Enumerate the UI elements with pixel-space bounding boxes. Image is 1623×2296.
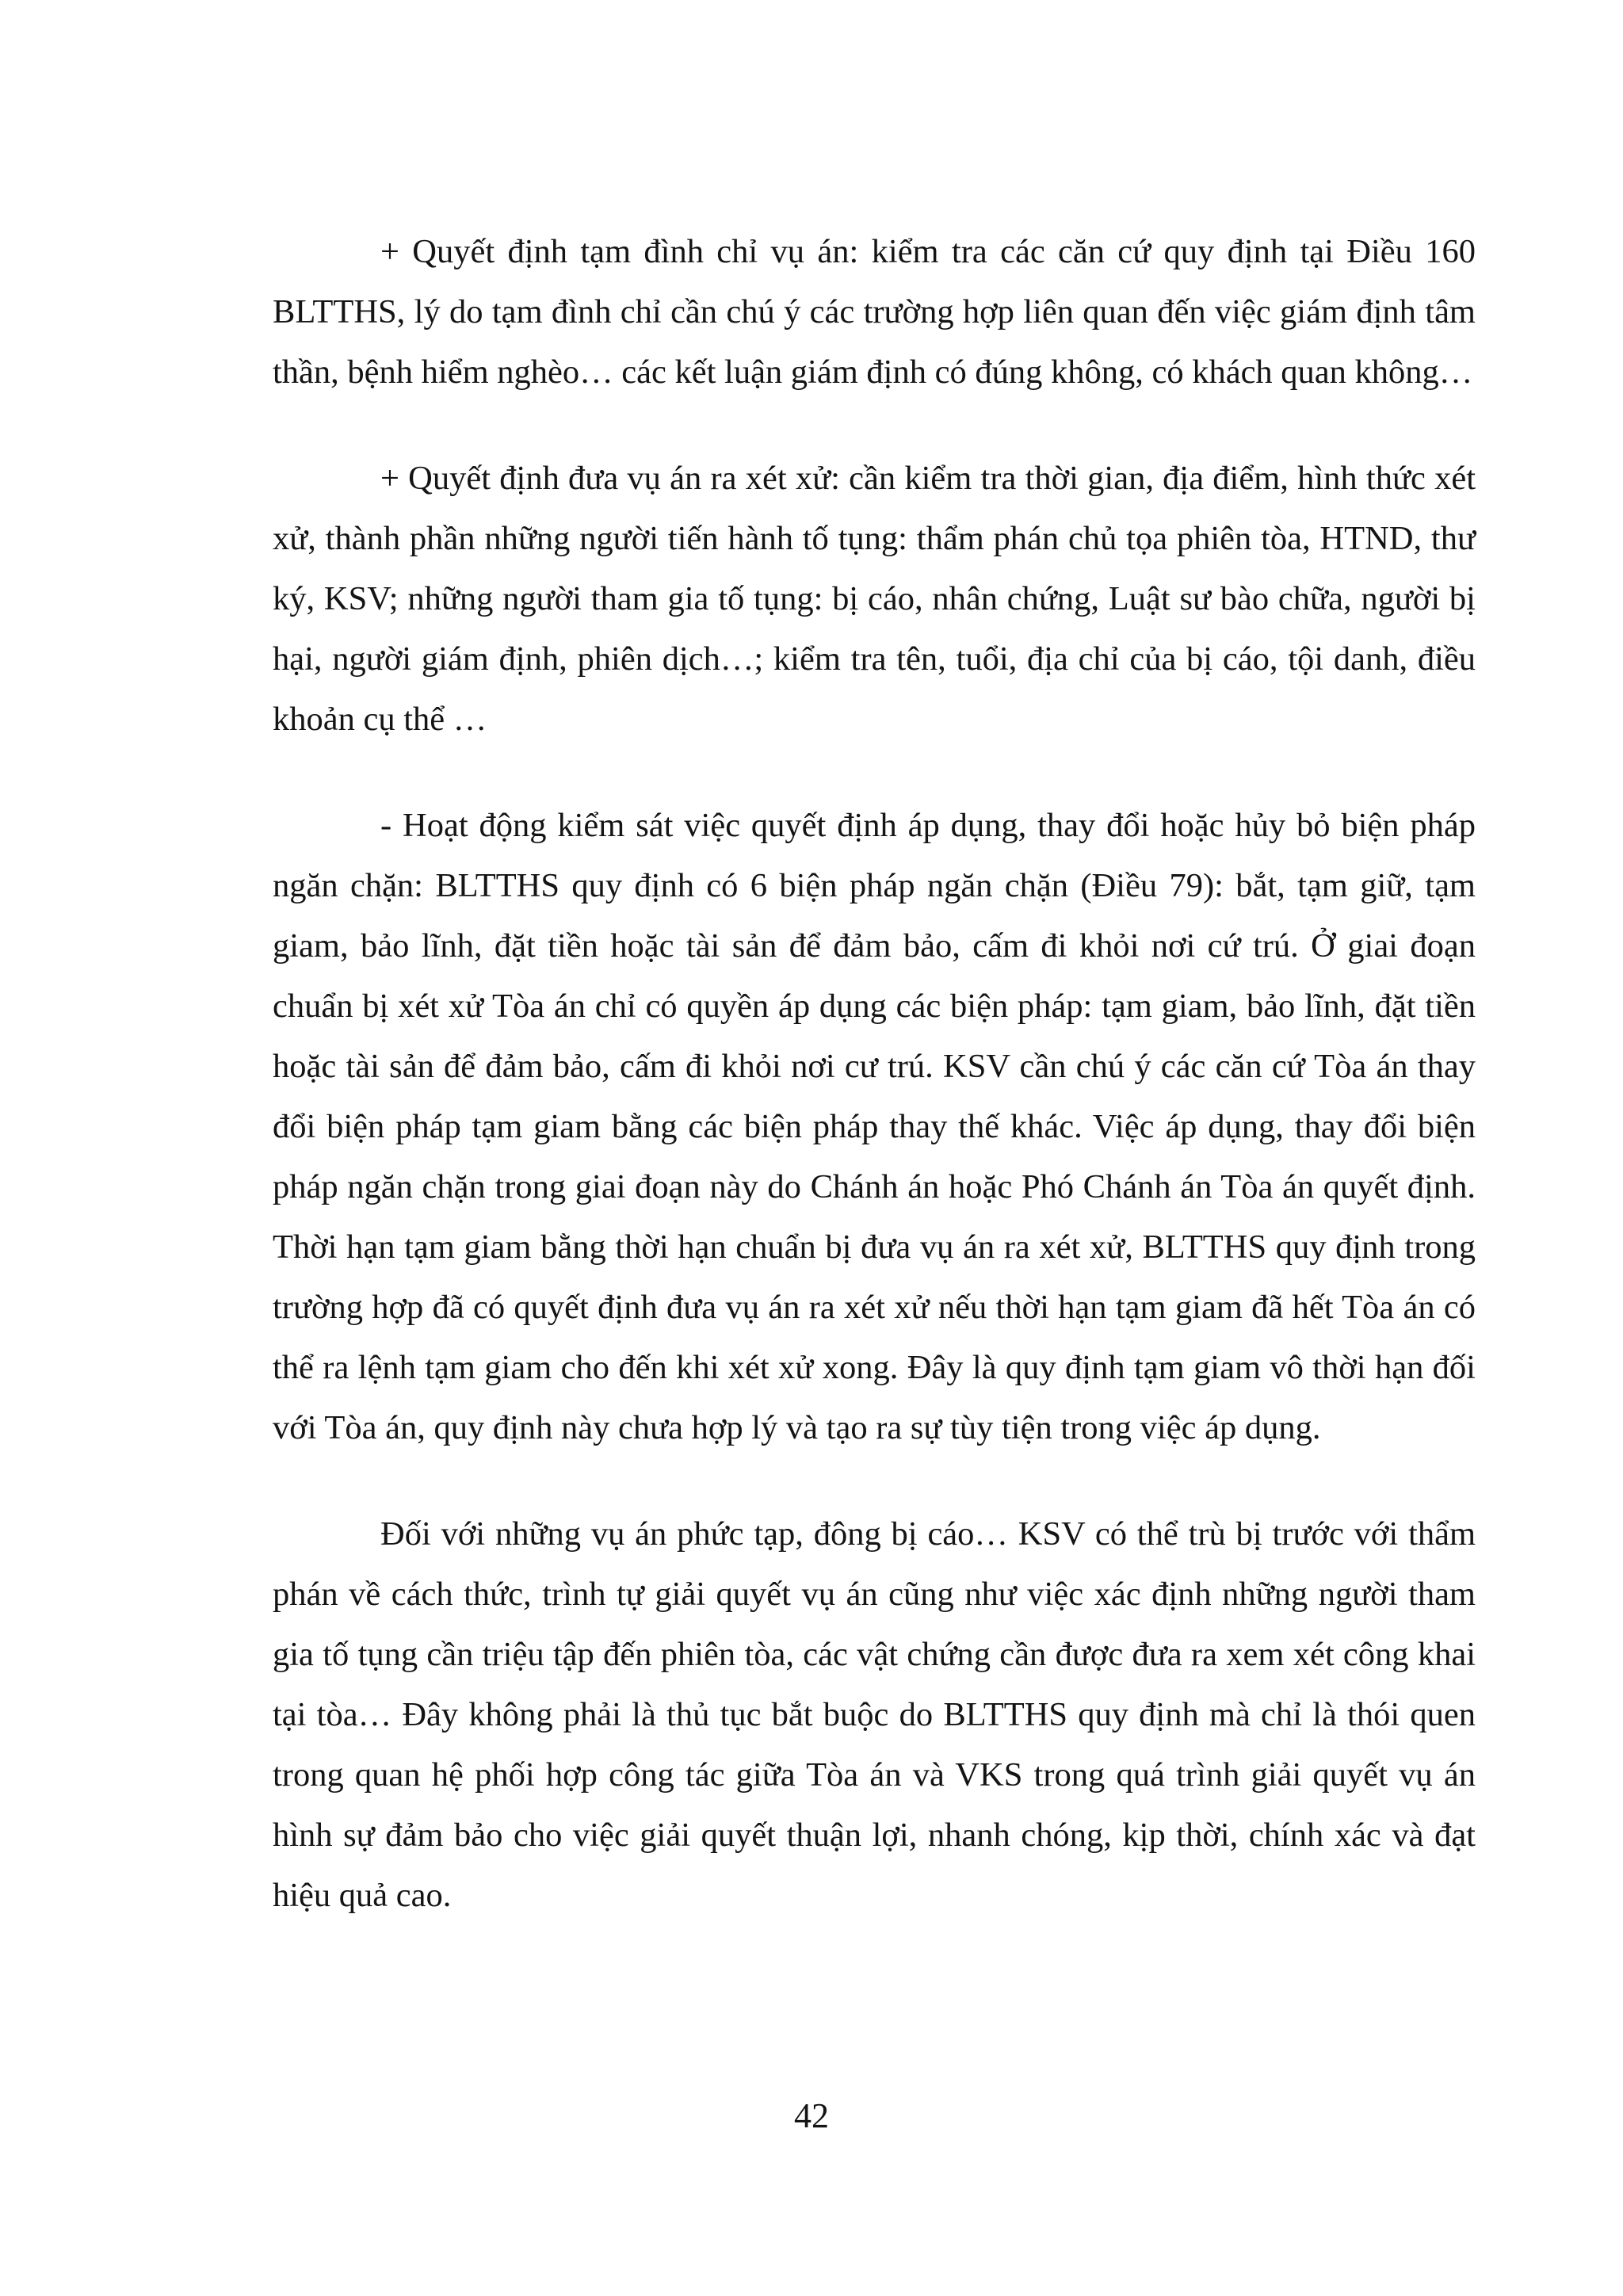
paragraph-complex-cases: Đối với những vụ án phức tạp, đông bị cáo… KSV có thể trù bị trước với thẩm phán về cách thức, trình tự giải quyết vụ án cũng như việc xác định những người tham gia tố tụng cần triệu tập đến phiên tòa, các vật chứng cần được đưa ra xem xét công khai tại tòa… Đây không phải là thủ tục bắt buộc do BLTTHS quy định mà chỉ là thói quen trong quan hệ phối hợp công tác giữa Tòa án và VKS trong quá trình giải quyết vụ án hình sự đảm bảo cho việc giải quyết thuận lợi, nhanh chóng, kịp thời, chính xác và đạt hiệu quả cao. [273,1515,1476,1914]
page-number: 42 [794,2096,829,2135]
paragraph-preventive-measures: - Hoạt động kiểm sát việc quyết định áp dụng, thay đổi hoặc hủy bỏ biện pháp ngăn chặn: BLTTHS quy định có 6 biện pháp ngăn chặn (Điều 79): bắt, tạm giữ, tạm giam, bảo lĩnh, đặt tiền hoặc tài sản để đảm bảo, cấm đi khỏi nơi cứ trú. Ở giai đoạn chuẩn bị xét xử Tòa án chỉ có quyền áp dụng các biện pháp: tạm giam, bảo lĩnh, đặt tiền hoặc tài sản để đảm bảo, cấm đi khỏi nơi cư trú. KSV cần chú ý các căn cứ Tòa án thay đổi biện pháp tạm giam bằng các biện pháp thay thế khác. Việc áp dụng, thay đổi biện pháp ngăn chặn trong giai đoạn này do Chánh án hoặc Phó Chánh án Tòa án quyết định. Thời hạn tạm giam bằng thời hạn chuẩn bị đưa vụ án ra xét xử, BLTTHS quy định trong trường hợp đã có quyết định đưa vụ án ra xét xử nếu thời hạn tạm giam đã hết Tòa án có thể ra lệnh tạm giam cho đến khi xét xử xong. Đây là quy định tạm giam vô thời hạn đối với Tòa án, quy định này chưa hợp lý và tạo ra sự tùy tiện trong việc áp dụng. [273,807,1476,1446]
paragraph-trial-decision: + Quyết định đưa vụ án ra xét xử: cần kiểm tra thời gian, địa điểm, hình thức xét xử, thành phần những người tiến hành tố tụng: thẩm phán chủ tọa phiên tòa, HTND, thư ký, KSV; những người tham gia tố tụng: bị cáo, nhân chứng, Luật sư bào chữa, người bị hại, người giám định, phiên dịch…; kiểm tra tên, tuổi, địa chỉ của bị cáo, tội danh, điều khoản cụ thể … [273,460,1476,738]
paragraph-suspension-decision: + Quyết định tạm đình chỉ vụ án: kiểm tra các căn cứ quy định tại Điều 160 BLTTHS, lý do tạm đình chỉ cần chú ý các trường hợp liên quan đến việc giám định tâm thần, bệnh hiểm nghèo… các kết luận giám định có đúng không, có khách quan không… [273,233,1476,391]
document-body [273,222,1476,1972]
